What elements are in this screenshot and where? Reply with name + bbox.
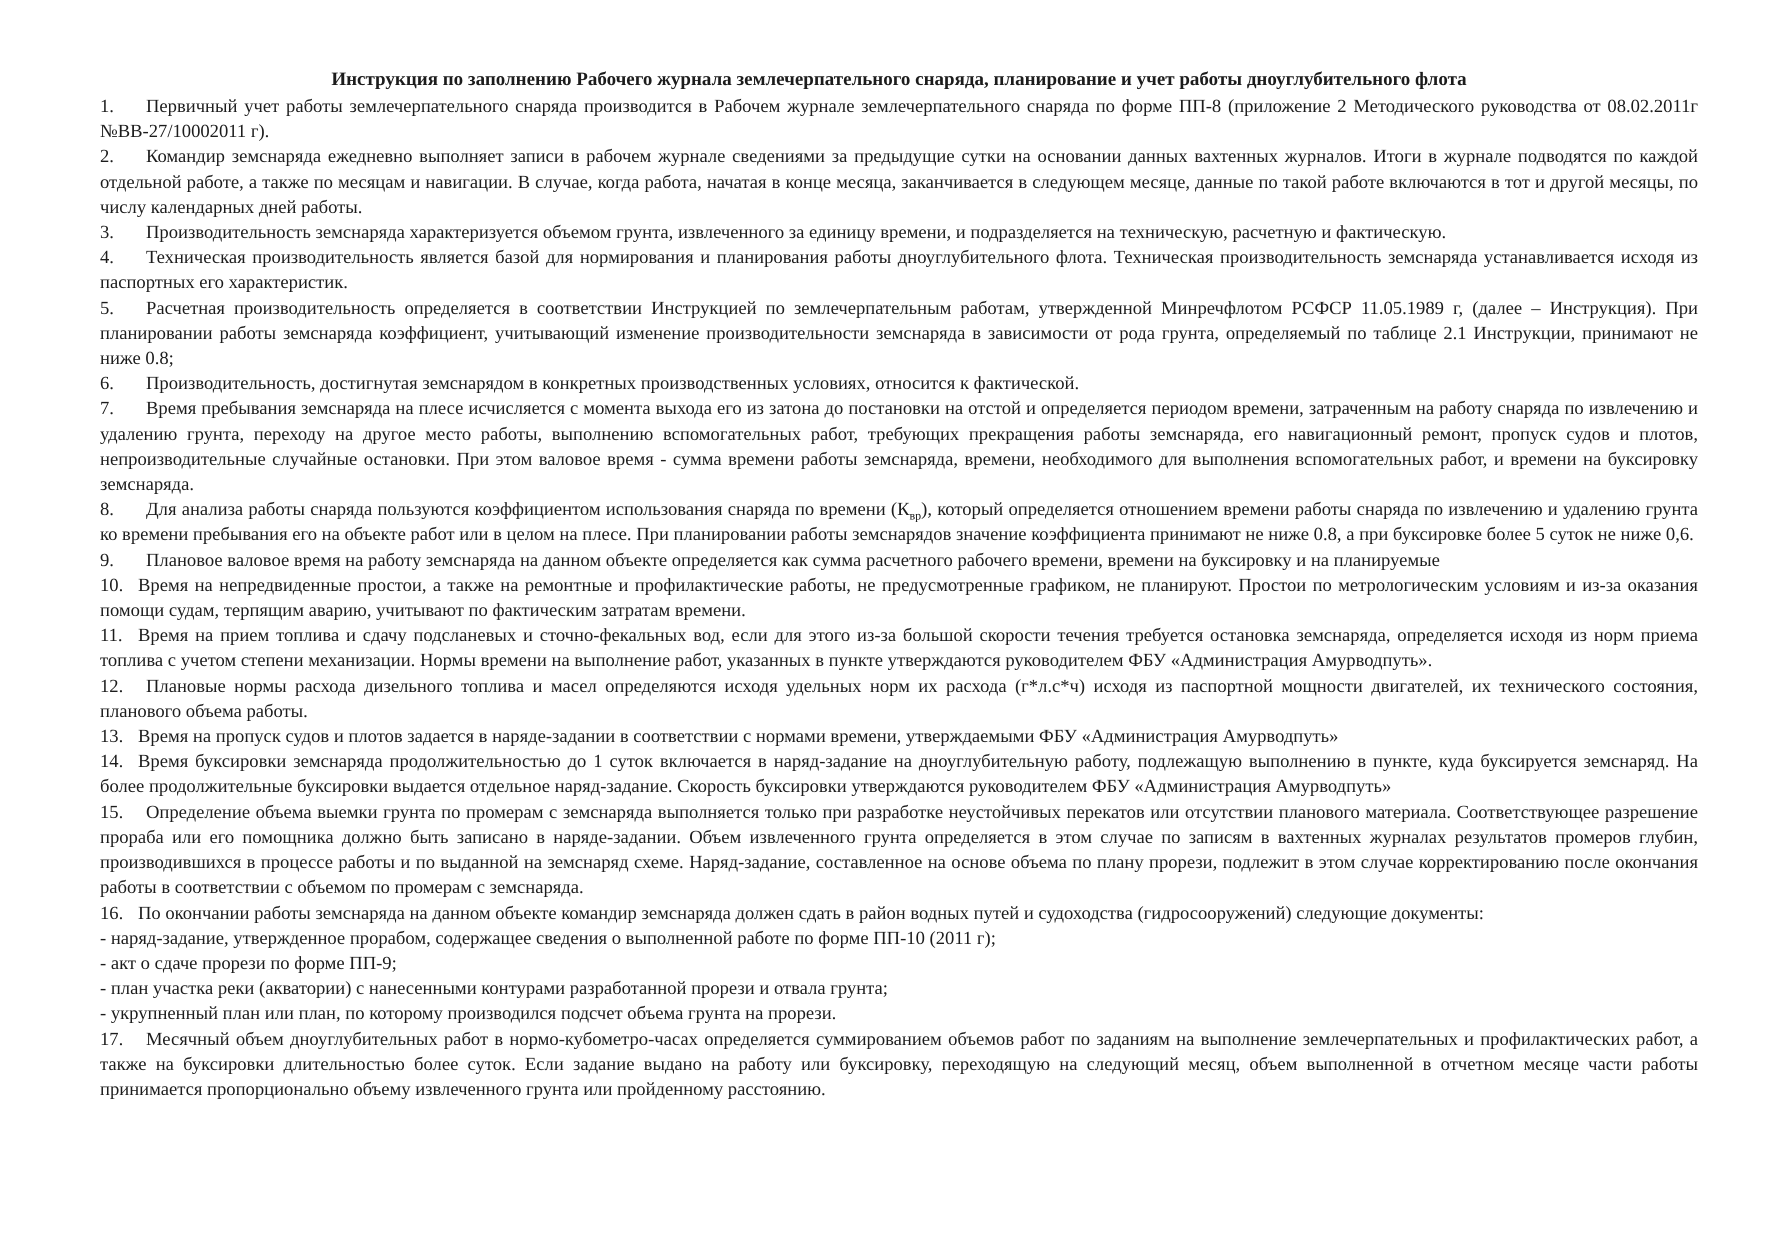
paragraph-12	[100, 674, 1698, 724]
paragraph-number: 4.	[100, 247, 114, 269]
paragraph-text: Плановые нормы расхода дизельного топлива и масел определяются исходя удельных норм их расхода (г*л.с*ч) исходя из паспортной мощности двигателей, их технического состояния, планового объема работы.	[100, 675, 1698, 722]
document-list-item: - наряд-задание, утвержденное прорабом, содержащее сведения о выполненной работе по форме ПП-10 (2011 г);	[100, 927, 996, 949]
paragraph-text: Время буксировки земснаряда продолжительностью до 1 суток включается в наряд-задание на дноуглубительную работу, подлежащую выполнению в пункте, куда буксируется земснаряд. На более продолжительные буксировки выдается отдельное наряд-задание. Скорость буксировки утверждаются руководителем ФБУ «Администрация Амурводпуть»	[100, 751, 1698, 798]
paragraph-number: 16.	[100, 902, 124, 924]
paragraph-16	[100, 901, 1698, 926]
paragraph-number: 13.	[100, 726, 124, 748]
paragraph-number: 17.	[100, 1028, 124, 1050]
paragraph-number: 12.	[100, 675, 124, 697]
paragraph-number: 9.	[100, 549, 114, 571]
paragraph-number: 3.	[100, 222, 114, 244]
coefficient-subscript: вр	[909, 508, 922, 523]
paragraph-number: 15.	[100, 801, 124, 823]
paragraph-15	[100, 800, 1698, 901]
paragraph-5	[100, 296, 1698, 372]
document-title: Инструкция по заполнению Рабочего журнала землечерпательного снаряда, планирование и учет работы дноуглубительного флота	[331, 69, 1467, 90]
document-list-item: - акт о сдаче прорези по форме ПП-9;	[100, 952, 397, 974]
document-list-item: - укрупненный план или план, по которому производился подсчет объема грунта на прорези.	[100, 1003, 837, 1025]
paragraph-14	[100, 749, 1698, 799]
paragraph-number: 1.	[100, 96, 114, 117]
paragraph-4	[100, 245, 1698, 295]
document-list-item: - план участка реки (акватории) с нанесенными контурами разработанной прорези и отвала грунта;	[100, 978, 888, 1000]
paragraph-text: Время пребывания земснаряда на плесе исчисляется с момента выхода его из затона до постановки на отстой и определяется периодом времени, затраченным на работу снаряда по извлечению и удалению грунта, переходу на другое место работы, выполнению вспомогательных работ, требующих прекращения работы земснаряда, его навигационный ремонт, пропуск судов и плотов, непроизводительные случайные остановки. При этом валовое время - сумма времени работы земснаряда, времени, необходимого для выполнения вспомогательных работ, и времени на буксировку земснаряда.	[100, 398, 1698, 496]
paragraph-11	[100, 623, 1698, 673]
paragraph-text: Время на пропуск судов и плотов задается в наряде-задании в соответствии с нормами времени, утверждаемыми ФБУ «Администрация Амурводпуть»	[138, 726, 1339, 748]
paragraph-text: Время на непредвиденные простои, а также на ремонтные и профилактические работы, не предусмотренные графиком, не планируют. Простои по метрологическим условиям и из-за оказания помощи судам, терпящим аварию, учитывают по фактическим затратам времени.	[100, 574, 1698, 622]
paragraph-text: Месячный объем дноуглубительных работ в нормо-кубометро-часах определяется суммированием объемов работ по заданиям на выполнение землечерпательных и профилактических работ, а также на буксировки длительностью более суток. Если задание выдано на работу или буксировку, переходящую на следующий месяц, объем выполненной в отчетном месяце части работы принимается пропорционально объему извлеченного грунта или пройденному расстоянию.	[100, 1028, 1698, 1100]
paragraph-text: Производительность, достигнутая земснарядом в конкретных производственных условиях, относится к фактической.	[146, 373, 1080, 395]
paragraph-text: Командир земснаряда ежедневно выполняет записи в рабочем журнале сведениями за предыдущие сутки на основании данных вахтенных журналов. Итоги в журнале подводятся по каждой отдельной работе, а также по месяцам и навигации. В случае, когда работа, начатая в конце месяца, заканчивается в следующем месяце, данные по такой работе включаются в тот и другой месяцы, по числу календарных дней работы.	[100, 146, 1698, 218]
paragraph-1	[100, 94, 1698, 144]
paragraph-7	[100, 396, 1698, 497]
paragraph-text: По окончании работы земснаряда на данном объекте командир земснаряда должен сдать в район водных путей и судоходства (гидросооружений) следующие документы:	[138, 902, 1484, 924]
paragraph-number: 10.	[100, 574, 124, 596]
paragraph-text: Время на прием топлива и сдачу подсланевых и сточно-фекальных вод, если для этого из-за большой скорости течения требуется остановка земснаряда, определяется исходя из норм приема топлива с учетом степени механизации. Нормы времени на выполнение работ, указанных в пункте утверждаются руководителем ФБУ «Администрация Амурводпуть».	[100, 625, 1698, 672]
paragraph-number: 7.	[100, 398, 114, 420]
paragraph-text: Определение объема выемки грунта по промерам с земснаряда выполняется только при разработке неустойчивых перекатов или отсутствии планового материала. Соответствующее разрешение прораба или его помощника должно быть записано в наряде-задании. Объем извлеченного грунта определяется в этом случае по записям в вахтенных журналах результатов промеров глубин, производившихся в процессе работы и по выданной на земснаряд схеме. Наряд-задание, составленное на основе объема по плану прорези, подлежит в этом случае корректированию после окончания работы в соответствии с объемом по промерам с земснаряда.	[100, 801, 1698, 899]
paragraph-number: 6.	[100, 373, 114, 395]
paragraph-text: Первичный учет работы землечерпательного снаряда производится в Рабочем журнале землечерпательного снаряда по форме ПП-8 (приложение 2 Методического руководства от 08.02.2011г №ВВ-27/10002011 г).	[100, 96, 1698, 143]
paragraph-text: Плановое валовое время на работу земснаряда на данном объекте определяется как сумма расчетного рабочего времени, времени на буксировку и на планируемые	[146, 549, 1440, 571]
paragraph-17	[100, 1027, 1698, 1103]
paragraph-number: 2.	[100, 146, 114, 168]
paragraph-text-after-subscript: ), который определяется отношением времени работы снаряда по извлечению и удалению грунта ко времени пребывания его на объекте работ или в целом на плесе. При планировании работы земснарядов значение коэффициента принимают не ниже 0.8, а при буксировке более 5 суток не ниже 0,6.	[100, 499, 1699, 546]
paragraph-2	[100, 144, 1698, 220]
paragraph-9	[100, 548, 1698, 573]
paragraph-text-before-subscript: Для анализа работы снаряда пользуются коэффициентом использования снаряда по времени (К	[146, 499, 910, 521]
paragraph-number: 5.	[100, 297, 114, 319]
document-page	[100, 66, 1698, 1102]
paragraph-10	[100, 573, 1698, 623]
paragraph-number: 14.	[100, 751, 124, 773]
paragraph-3	[100, 220, 1698, 245]
paragraph-text: Производительность земснаряда характеризуется объемом грунта, извлеченного за единицу времени, и подразделяется на техническую, расчетную и фактическую.	[146, 222, 1447, 244]
paragraph-6	[100, 371, 1698, 396]
paragraph-8	[100, 497, 1698, 547]
paragraph-13	[100, 724, 1698, 749]
paragraph-number: 11.	[100, 625, 123, 647]
paragraph-text: Техническая производительность является базой для нормирования и планирования работы дноуглубительного флота. Техническая производительность земснаряда устанавливается исходя из паспортных его характеристик.	[100, 247, 1698, 294]
paragraph-text: Расчетная производительность определяется в соответствии Инструкцией по землечерпательным работам, утвержденной Минречфлотом РСФСР 11.05.1989 г, (далее – Инструкция). При планировании работы земснаряда коэффициент, учитывающий изменение производительности земснаряда в зависимости от рода грунта, определяемый по таблице 2.1 Инструкции, принимают не ниже 0.8;	[100, 297, 1698, 370]
paragraph-number: 8.	[100, 499, 114, 521]
